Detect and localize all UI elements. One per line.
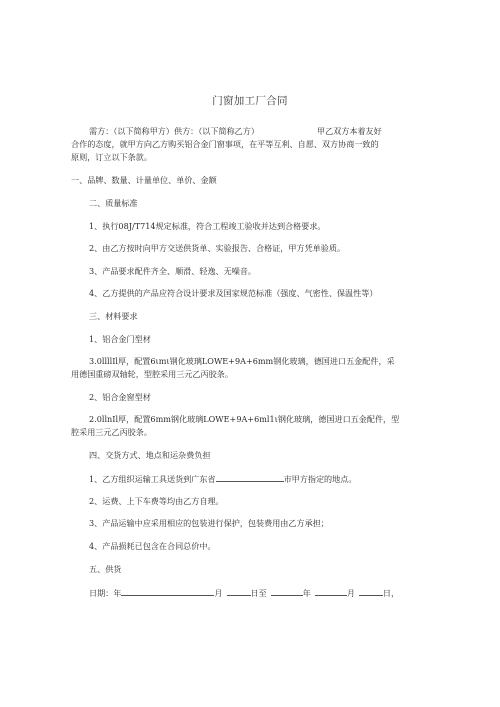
delivery-item-1 — [89, 473, 356, 484]
date-prefix: 日期：年 — [89, 588, 122, 598]
intro-goodwill-text: 甲乙双方本着友好 — [316, 126, 382, 136]
date-month-1: 月 — [214, 588, 223, 598]
material-door-spec-1: 3.0llllIl厚，配置6ιmι钢化玻璃LOWE+9A+6mm钢化玻璃，德国进口五金配件，采 — [89, 356, 395, 366]
supply-date-line — [89, 587, 399, 598]
date-day-to: 日至 — [250, 588, 267, 598]
date-month-2: 月 — [346, 588, 355, 598]
section-heading-4: 四、交货方式、地点和运杂费负担 — [89, 450, 211, 460]
intro-line-2: 合作的态度，就甲方向乙方购买铝合金门窗事项，在平等互利、自愿、双方协商一致的 — [71, 139, 379, 149]
section-heading-2: 二、质量标准 — [89, 198, 138, 208]
city-blank — [216, 473, 284, 482]
date-year-2: 年 — [302, 588, 311, 598]
material-door-title: 1、铝合金门型材 — [89, 334, 151, 344]
end-year-blank — [271, 587, 303, 596]
start-year-month-blank — [121, 587, 214, 596]
delivery-item-1-text-a: 1、乙方组织运输工具送货到广东省 — [89, 474, 216, 484]
intro-parties-text: 需方：（以下简称甲方）供方：（以下简称乙方） — [89, 126, 259, 136]
delivery-item-2: 2、运费、上下车费等均由乙方自理。 — [89, 496, 224, 506]
start-day-blank — [227, 587, 251, 596]
end-day-blank — [359, 587, 383, 596]
delivery-item-4: 4、产品损耗已包含在合同总价中。 — [89, 541, 216, 551]
intro-line-1 — [89, 126, 382, 136]
page-title: 门窗加工厂合同 — [212, 95, 288, 107]
section-heading-1: 一、品牌、数量、计量单位、单价、金额 — [71, 175, 217, 185]
quality-item-3: 3、产品要求配件齐全、顺滑、轻逸、无噪音。 — [89, 266, 257, 276]
material-door-spec-2: 用德国重磅双轴轮，型腔采用三元乙丙胶条。 — [71, 369, 233, 379]
material-window-spec-2: 腔采用三元乙丙胶条。 — [71, 427, 152, 437]
quality-item-4: 4、乙方提供的产品应符合设计要求及国家规范标准（强度、气密性、保温性等） — [89, 288, 378, 298]
section-heading-3: 三、材料要求 — [89, 311, 138, 321]
material-window-spec-1: 2.0llnIl厚，配置6mm钢化玻璃LOWE+9A+6ml1ι钢化玻璃，德国进口五金配件，型 — [89, 414, 400, 424]
delivery-item-1-text-b: 市甲方指定的地点。 — [283, 474, 357, 484]
quality-item-2: 2、由乙方按时向甲方交送供货单、实验报告、合格证，甲方凭单验质。 — [89, 243, 346, 253]
intro-line-3: 原则，订立以下条款。 — [71, 152, 152, 162]
material-window-title: 2、铝合金窗型材 — [89, 392, 151, 402]
delivery-item-3: 3、产品运输中应采用相应的包装进行保护，包装费用由乙方承担； — [89, 518, 329, 528]
end-month-blank — [315, 587, 347, 596]
quality-item-1: 1、执行08J/T714规定标准，符合工程竣工验收并达到合格要求。 — [89, 221, 326, 231]
date-day-2: 日， — [382, 588, 400, 598]
section-heading-5: 五、供货 — [89, 564, 122, 574]
